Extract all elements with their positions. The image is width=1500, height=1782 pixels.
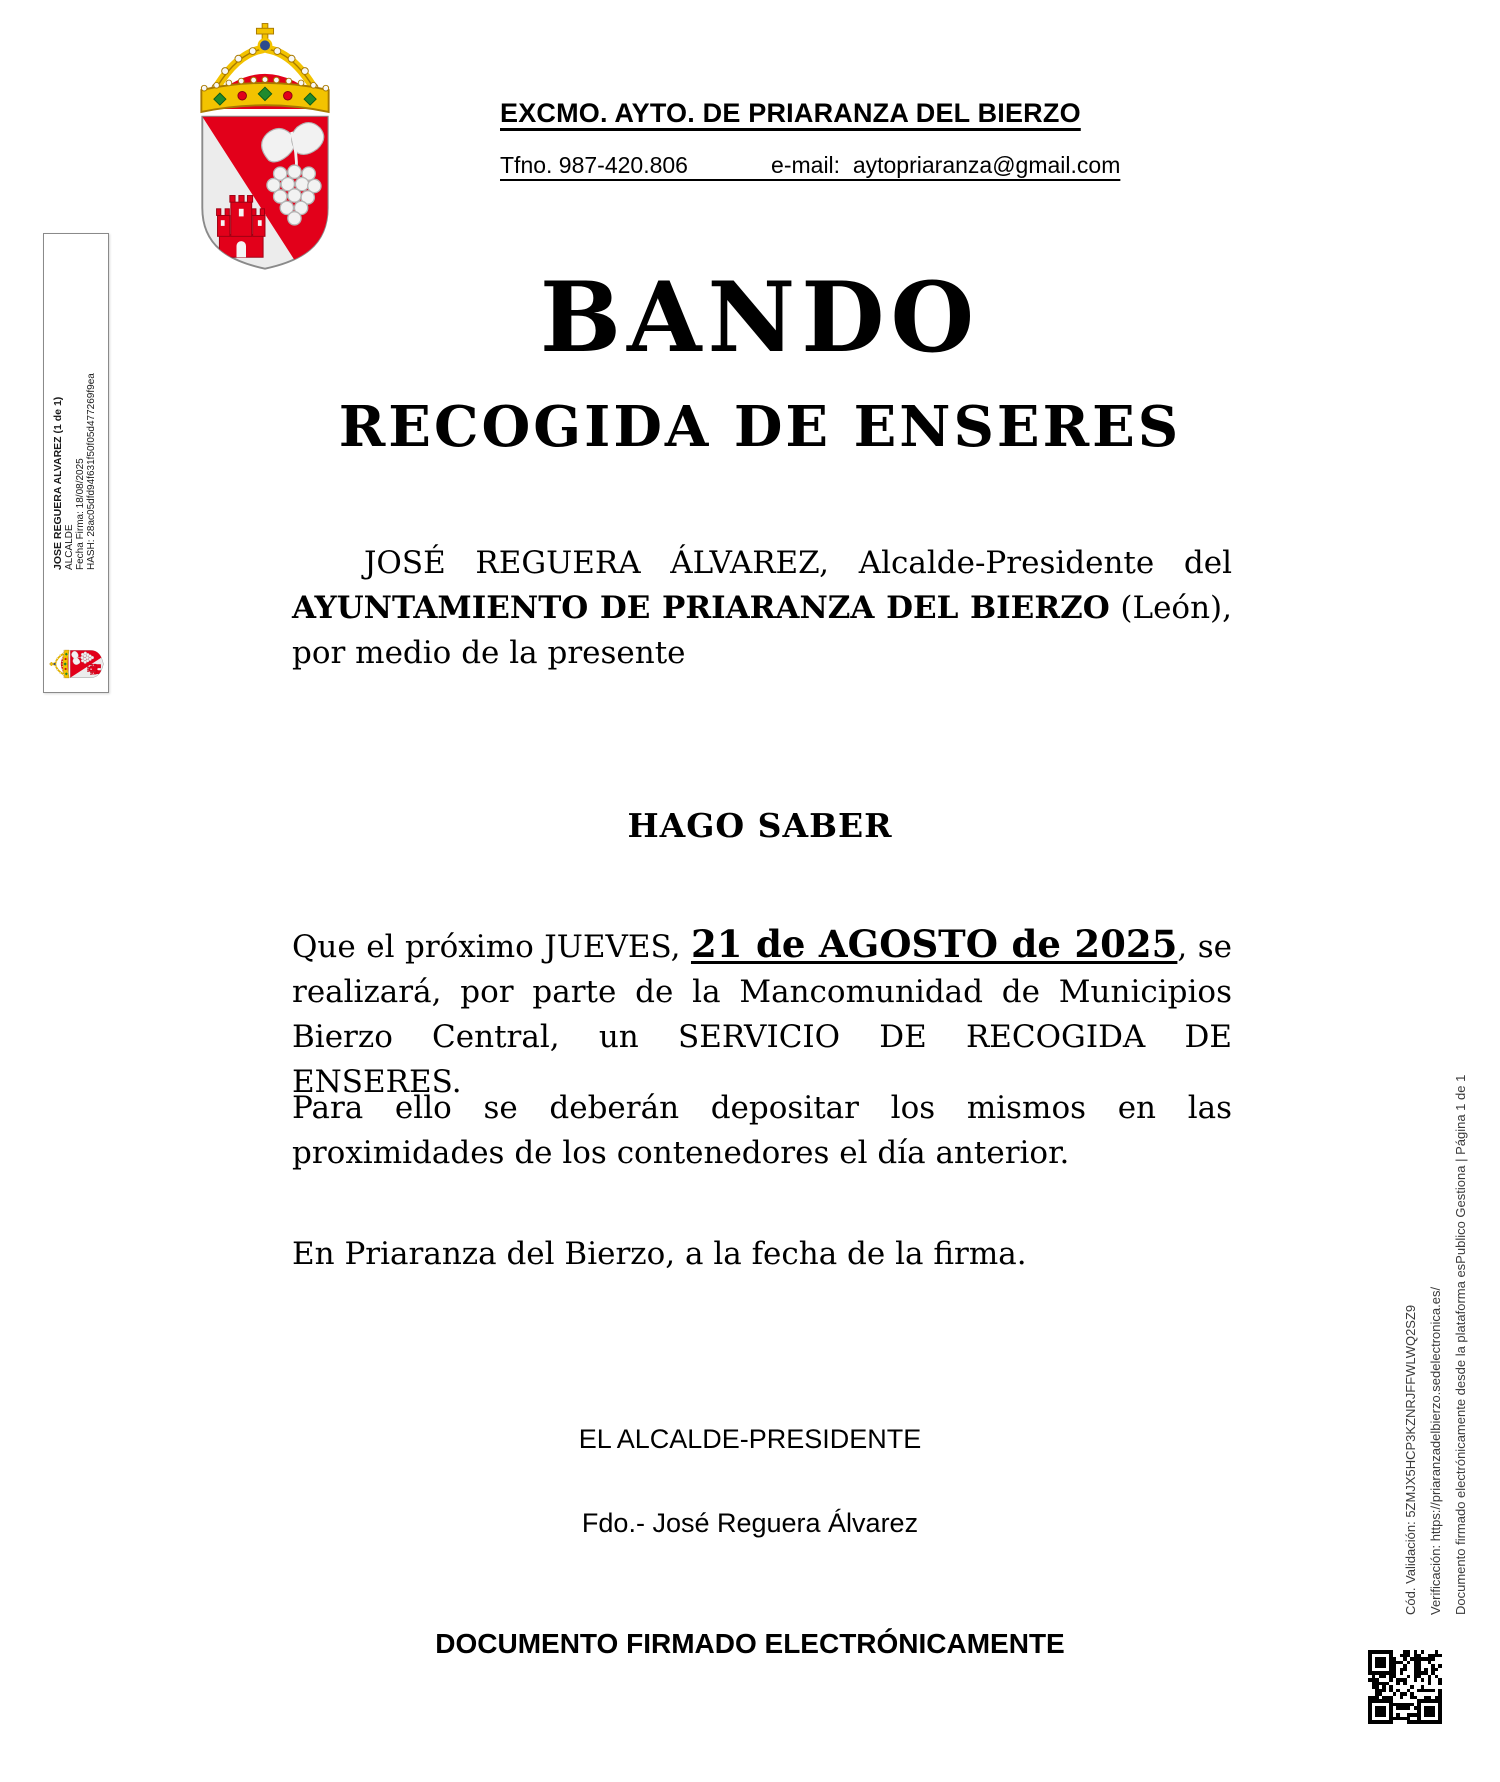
signature-stamp (43, 233, 109, 693)
document-subtitle: RECOGIDA DE ENSERES (338, 394, 1182, 460)
paragraph-intro: JOSÉ REGUERA ÁLVAREZ, Alcalde-Presidente del AYUNTAMIENTO DE PRIARANZA DEL BIERZO (León), por medio de la presente (292, 545, 1232, 671)
header-title: EXCMO. AYTO. DE PRIARANZA DEL BIERZO (500, 98, 1081, 128)
electronic-signature-notice: DOCUMENTO FIRMADO ELECTRÓNICAMENTE (435, 1628, 1065, 1659)
paragraph-instructions: Para ello se deberán depositar los mismos en las proximidades de los contenedores el día anterior. (292, 1090, 1232, 1171)
header-contact-line: Tfno. 987-420.806 e-mail: aytopriaranza@gmail.com (500, 152, 1121, 178)
paragraph-announcement: Que el próximo JUEVES, 21 de AGOSTO de 2025, se realizará, por parte de la Mancomunidad de Municipios Bierzo Central, un SERVICIO DE RECOGIDA DE ENSERES. (292, 922, 1232, 1100)
signature-stamp-crest-icon (49, 636, 103, 682)
paragraph-place-date: En Priaranza del Bierzo, a la fecha de la firma. (292, 1236, 1027, 1272)
signature-stamp-text: JOSE REGUERA ALVAREZ (1 de 1) ALCALDE Fecha Firma: 18/08/2025 HASH: 28ac05dfd94f631f50f05d477269f9ea (52, 373, 97, 570)
document-title: BANDO (539, 261, 981, 374)
hago-saber-heading: HAGO SABER (627, 806, 893, 845)
signer-role-line: EL ALCALDE-PRESIDENTE (578, 1424, 922, 1454)
municipal-coat-of-arms (170, 14, 360, 282)
qr-code (1368, 1650, 1442, 1724)
validation-sidebar-text: Cód. Validación: 5ZMJX5HCP3KZNRJFFWLWQ2SZ9 Verificación: https://priaranzadelbierzo.sedelectronica.es/ Documento firmado electrónicamente desde la plataforma esPublico Gestiona | Página 1 de 1 (1403, 1074, 1468, 1615)
signer-name-line: Fdo.- José Reguera Álvarez (581, 1508, 919, 1538)
